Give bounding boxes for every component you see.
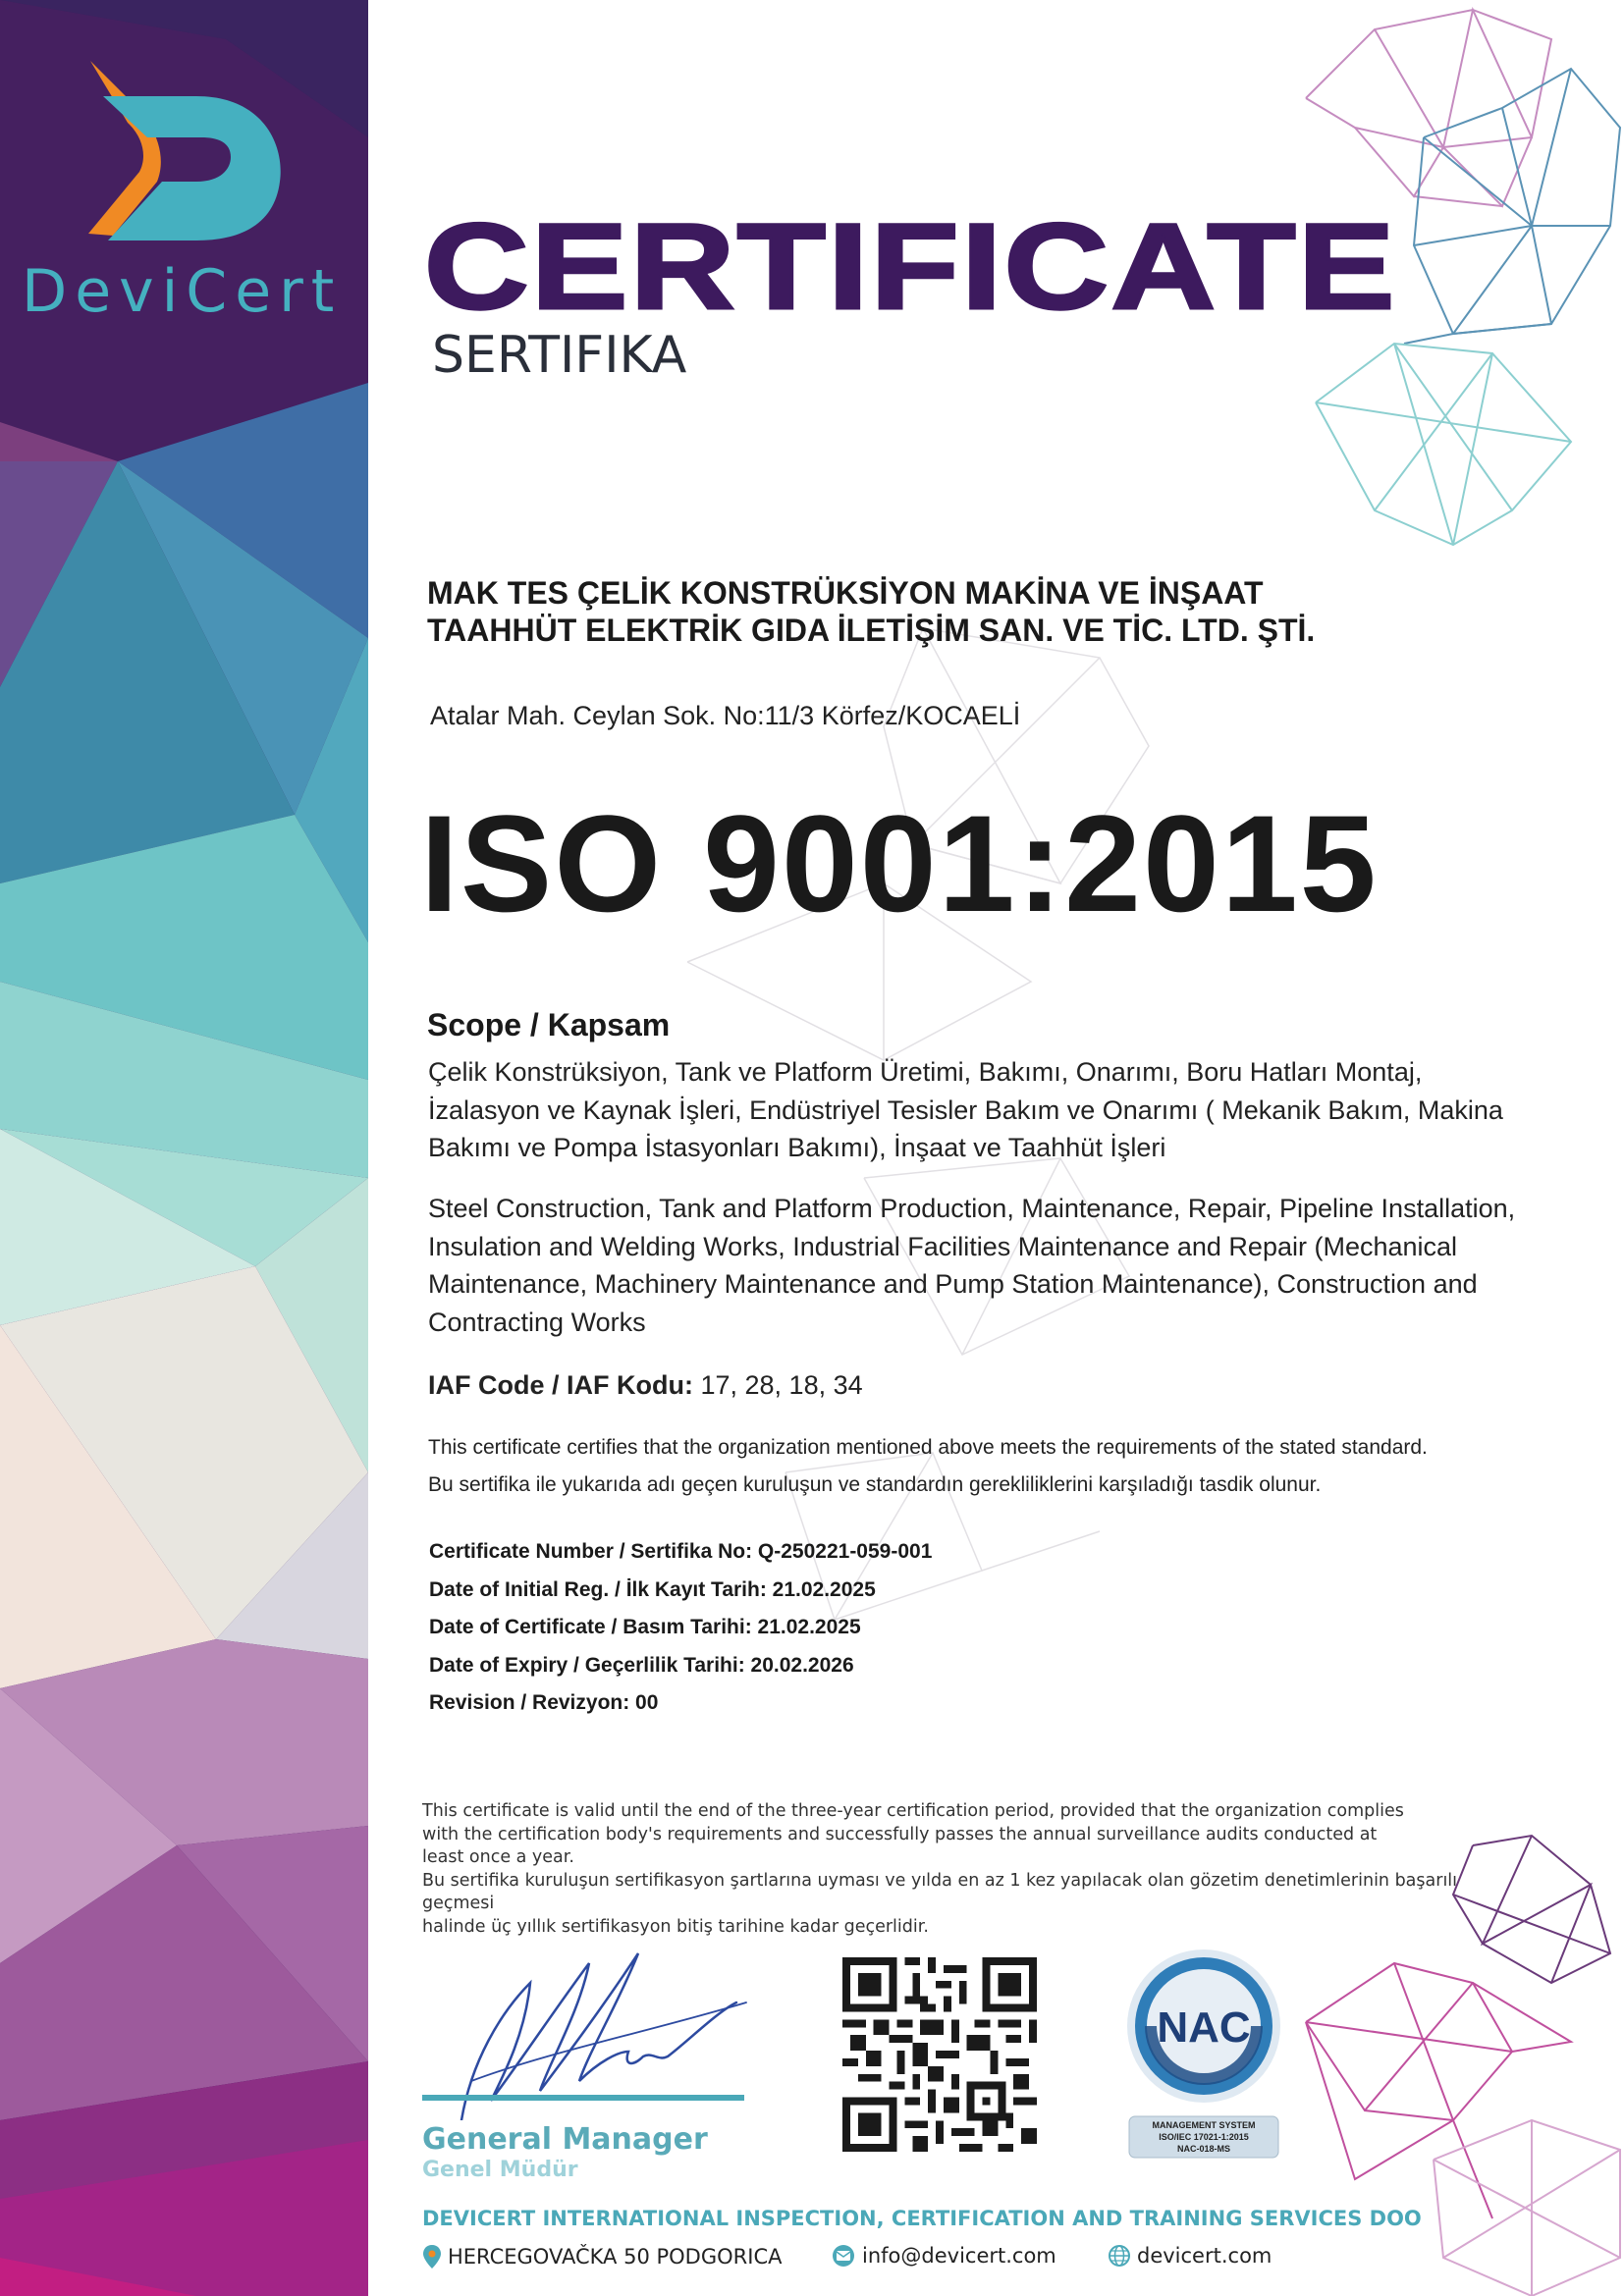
validity-en-line-3: least once a year. [422, 1847, 574, 1867]
signature-line [422, 2095, 744, 2101]
scope-label: Scope / Kapsam [427, 1007, 671, 1042]
qr-code[interactable] [842, 1957, 1037, 2152]
email-icon [831, 2244, 856, 2268]
certificate-info [429, 1533, 932, 1723]
validity-en-line-2: with the certification body's requirements and successfully passes the annual surveillance audits conducted at [422, 1824, 1378, 1844]
company-name-line-1: MAK TES ÇELİK KONSTRÜKSİYON MAKİNA VE İNŞAAT [427, 575, 1264, 611]
scope-english: Steel Construction, Tank and Platform Production, Maintenance, Repair, Pipeline Installation, Insulation and Welding Works, Industrial Facilities Maintenance and Repair (Mechanical Maintenance, Machinery Maintenance and Pump Station Maintenance), Construction and Contracting Works [428, 1194, 1516, 1337]
signature [432, 1944, 756, 2120]
scope-turkish: Çelik Konstrüksiyon, Tank ve Platform Üretimi, Bakımı, Onarımı, Boru Hatları Montaj, İzalasyon ve Kaynak İşleri, Endüstriyel Tesisler Bakım ve Onarımı ( Mekanik Bakım, Makina Bakımı ve Pompa İstasyonları Bakımı), İnşaat ve Taahhüt İşleri [428, 1057, 1503, 1162]
certificate-date: Date of Certificate / Basım Tarihi: 21.02.2025 [429, 1616, 861, 1638]
company-name-line-2: TAAHHÜT ELEKTRİK GIDA İLETİŞİM SAN. VE TİC. LTD. ŞTİ. [427, 613, 1316, 648]
footer-email-text[interactable]: info@devicert.com [862, 2244, 1056, 2268]
nac-accreditation-badge [1125, 1948, 1282, 2160]
sidebar-decoration [0, 0, 368, 2296]
certificate-title: CERTIFICATE [424, 199, 1397, 335]
certificate-number: Certificate Number / Sertifika No: Q-250221-059-001 [429, 1540, 933, 1563]
general-manager-title: General Manager [422, 2122, 708, 2157]
footer-email[interactable] [831, 2244, 1056, 2268]
validity-statement [422, 1800, 1463, 1939]
footer-website-text[interactable]: devicert.com [1137, 2244, 1272, 2268]
validity-tr-line-1: Bu sertifika kuruluşun sertifikasyon şartlarına uyması ve yılda en az 1 kez yapılacak olan gözetim denetimlerinin başarılı geçmesi [422, 1870, 1458, 1913]
company-name [427, 574, 1556, 649]
globe-icon [1108, 2244, 1131, 2268]
location-pin-icon [422, 2244, 442, 2269]
footer-address-text: HERCEGOVAČKA 50 PODGORICA [448, 2245, 783, 2269]
expiry-date: Date of Expiry / Geçerlilik Tarihi: 20.02.2026 [429, 1653, 854, 1677]
certify-english: This certificate certifies that the organization mentioned above meets the requirements of the stated standard. [428, 1436, 1428, 1459]
nac-logo-text: NAC [1157, 2003, 1251, 2052]
nac-line-3: NAC-018-MS [1176, 2144, 1231, 2154]
nac-line-2: ISO/IEC 17021-1:2015 [1159, 2132, 1249, 2142]
certificate-subtitle: SERTIFIKA [432, 326, 687, 385]
company-address: Atalar Mah. Ceylan Sok. No:11/3 Körfez/KOCAELİ [430, 701, 1021, 730]
validity-tr-line-2: halinde üç yıllık sertifikasyon bitiş tarihine kadar geçerlidir. [422, 1916, 929, 1937]
initial-registration-date: Date of Initial Reg. / İlk Kayıt Tarih: 21.02.2025 [429, 1577, 876, 1601]
brand-wordmark: DeviCert [22, 257, 343, 326]
general-manager-title-tr: Genel Müdür [422, 2158, 578, 2182]
issuer-organization: DEVICERT INTERNATIONAL INSPECTION, CERTIFICATION AND TRAINING SERVICES DOO [422, 2207, 1422, 2230]
nac-line-1: MANAGEMENT SYSTEM [1152, 2120, 1256, 2130]
revision: Revision / Revizyon: 00 [429, 1691, 659, 1714]
iaf-code-label: IAF Code / IAF Kodu: [428, 1370, 693, 1400]
iaf-code-value: 17, 28, 18, 34 [700, 1370, 863, 1400]
iaf-code [428, 1370, 863, 1401]
footer-address [422, 2244, 782, 2269]
validity-en-line-1: This certificate is valid until the end of the three-year certification period, provided that the organization complies [422, 1801, 1404, 1821]
certify-turkish: Bu sertifika ile yukarıda adı geçen kuruluşun ve standardın gerekliliklerini karşıladığı tasdik olunur. [428, 1473, 1322, 1496]
iso-standard: ISO 9001:2015 [420, 786, 1379, 940]
footer-website[interactable] [1108, 2244, 1272, 2268]
